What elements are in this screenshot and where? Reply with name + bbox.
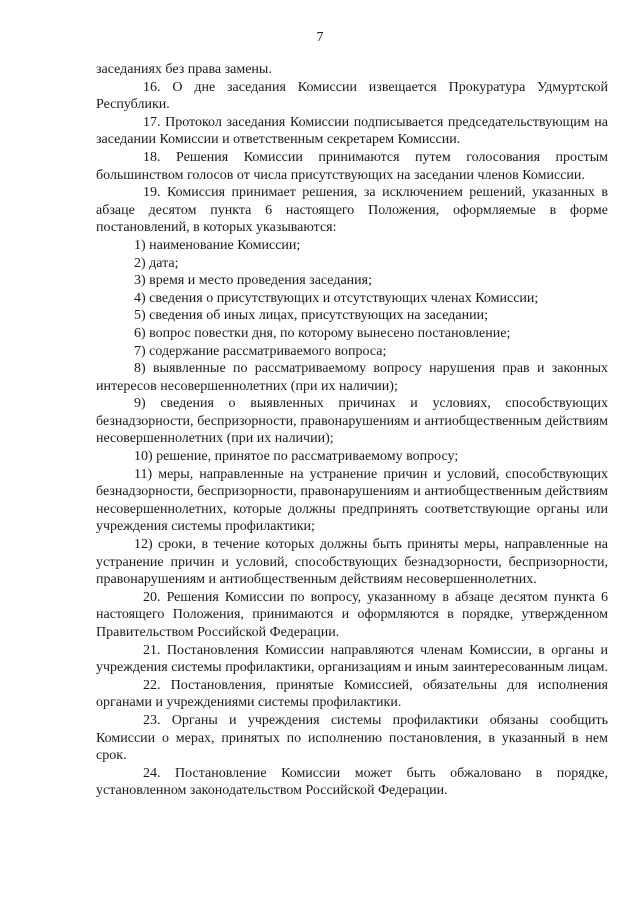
list-item-11: 11) меры, направленные на устранение причин и условий, способствующих безнадзорности, беспризорности, правонарушениям и антиобщественным действиям несовершеннолетних, которые должны предпринять соответствующие органы или учреждения системы профилактики;	[96, 466, 608, 535]
paragraph-16: 16. О дне заседания Комиссии извещается Прокуратура Удмуртской Республики.	[96, 79, 608, 113]
list-item-1: 1) наименование Комиссии;	[134, 237, 301, 253]
list-item-2: 2) дата;	[134, 255, 179, 271]
list-item-4: 4) сведения о присутствующих и отсутствующих членах Комиссии;	[134, 290, 539, 306]
page-number: 7	[316, 30, 324, 45]
list-item-9: 9) сведения о выявленных причинах и условиях, способствующих безнадзорности, беспризорности, правонарушениям и антиобщественным действиям несовершеннолетних (при их наличии);	[96, 396, 608, 447]
list-item-10: 10) решение, принятое по рассматриваемому вопросу;	[134, 449, 459, 465]
paragraph-18: 18. Решения Комиссии принимаются путем голосования простым большинством голосов от числа присутствующих на заседании членов Комиссии.	[96, 149, 608, 183]
list-item-3: 3) время и место проведения заседания;	[134, 273, 372, 289]
list-item-5: 5) сведения об иных лицах, присутствующих на заседании;	[134, 308, 488, 324]
paragraph-22: 22. Постановления, принятые Комиссией, обязательны для исполнения органами и учреждениями системы профилактики.	[96, 677, 608, 711]
paragraph-continuation: заседаниях без права замены.	[96, 62, 272, 77]
paragraph-24: 24. Постановление Комиссии может быть обжаловано в порядке, установленном законодательством Российской Федерации.	[96, 765, 608, 799]
document-body	[96, 61, 608, 800]
list-item-6: 6) вопрос повестки дня, по которому вынесено постановление;	[134, 325, 511, 341]
paragraph-23: 23. Органы и учреждения системы профилактики обязаны сообщить Комиссии о мерах, принятых по исполнению постановления, в указанный в нем срок.	[96, 712, 608, 764]
paragraph-19: 19. Комиссия принимает решения, за исключением решений, указанных в абзаце десятом пункта 6 настоящего Положения, оформляемые в форме постановлений, в которых указываются:	[96, 185, 608, 236]
list-item-12: 12) сроки, в течение которых должны быть приняты меры, направленные на устранение причин и условий, способствующих безнадзорности, беспризорности, правонарушениям и антиобщественным действиям несовершеннолетних.	[96, 537, 608, 588]
paragraph-21: 21. Постановления Комиссии направляются членам Комиссии, в органы и учреждения системы профилактики, организациям и иным заинтересованным лицам.	[96, 642, 608, 676]
list-item-8: 8) выявленные по рассматриваемому вопросу нарушения прав и законных интересов несовершеннолетних (при их наличии);	[96, 361, 608, 394]
list-item-7: 7) содержание рассматриваемого вопроса;	[134, 343, 387, 359]
paragraph-17: 17. Протокол заседания Комиссии подписывается председательствующим на заседании Комиссии и ответственным секретарем Комиссии.	[96, 114, 608, 148]
paragraph-20: 20. Решения Комиссии по вопросу, указанному в абзаце десятом пункта 6 настоящего Положения, принимаются и оформляются в порядке, утвержденном Правительством Российской Федерации.	[96, 589, 608, 640]
